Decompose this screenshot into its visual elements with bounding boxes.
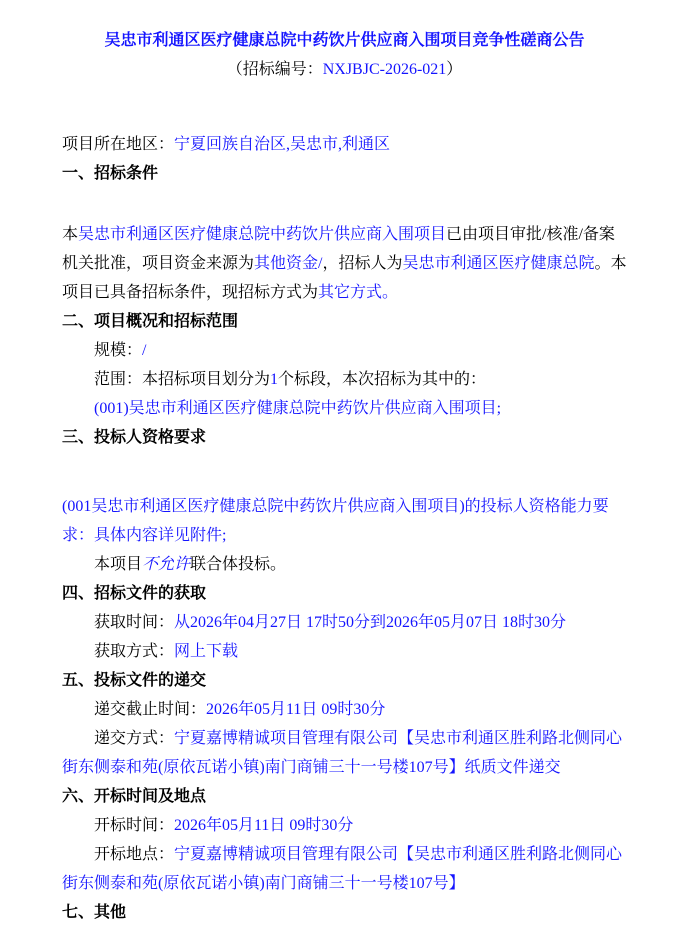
obtain-time-line xyxy=(62,608,627,637)
obtain-method-value: 网上下载 xyxy=(174,643,239,660)
scale-line xyxy=(62,336,627,365)
obtain-time-label: 获取时间： xyxy=(94,614,175,631)
obtain-method-label: 获取方式： xyxy=(94,643,175,660)
conditions-seg-5: ，招标人为 xyxy=(322,255,403,272)
conditions-tender-method: 其它方式。 xyxy=(318,284,399,301)
conditions-tenderer-name: 吴忠市利通区医疗健康总院 xyxy=(402,255,595,272)
section-6-heading: 六、开标时间及地点 xyxy=(62,788,207,805)
obtain-time-value: 从2026年04月27日 17时50分到2026年05月07日 18时30分 xyxy=(174,614,567,631)
section-7-heading: 七、其他 xyxy=(62,904,127,921)
opening-place-label: 开标地点： xyxy=(94,846,175,863)
project-location-value: 宁夏回族自治区,吴忠市,利通区 xyxy=(174,136,391,153)
joint-bid-line xyxy=(62,550,627,579)
conditions-seg-3: 已由项目审批/核准/备案机关批准，项目资金来源为 xyxy=(62,226,615,272)
scale-value: / xyxy=(142,342,147,359)
scope-line xyxy=(62,365,627,394)
project-location-label: 项目所在地区： xyxy=(62,136,175,153)
joint-bid-suffix: 联合体投标。 xyxy=(190,556,287,573)
document-title: 吴忠市利通区医疗健康总院中药饮片供应商入围项目竞争性磋商公告 xyxy=(104,32,585,49)
joint-bid-prefix: 本项目 xyxy=(94,556,143,573)
section-3-heading: 三、投标人资格要求 xyxy=(62,429,207,446)
spacer-before-conditions xyxy=(62,188,627,220)
conditions-funding-source: 其他资金/ xyxy=(254,255,323,272)
opening-place-paragraph xyxy=(62,840,627,898)
spacer-before-qualification xyxy=(62,452,627,492)
opening-place-value: 宁夏嘉博精诚项目管理有限公司【吴忠市利通区胜利路北侧同心街东侧泰和苑(原依瓦诺小镇)南门商铺三十一号楼107号】 xyxy=(62,846,623,892)
tender-code-value: NXJBJC-2026-021 xyxy=(322,61,447,78)
lot-line: (001)吴忠市利通区医疗健康总院中药饮片供应商入围项目; xyxy=(94,400,502,417)
opening-time-line xyxy=(62,811,627,840)
conditions-seg-1: 本 xyxy=(62,226,79,243)
scope-prefix: 范围：本招标项目划分为 xyxy=(94,371,271,388)
tender-code-suffix: ） xyxy=(446,61,463,78)
conditions-project-name: 吴忠市利通区医疗健康总院中药饮片供应商入围项目 xyxy=(78,226,447,243)
obtain-method-line xyxy=(62,637,627,666)
submission-deadline-value: 2026年05月11日 09时30分 xyxy=(206,701,386,718)
submission-method-label: 递交方式： xyxy=(94,730,175,747)
section-5-heading: 五、投标文件的递交 xyxy=(62,672,207,689)
opening-time-label: 开标时间： xyxy=(94,817,175,834)
conditions-seg-7: 。本项目已具备招标条件，现招标方式为 xyxy=(62,255,627,301)
tender-conditions-paragraph xyxy=(62,220,627,307)
submission-deadline-label: 递交截止时间： xyxy=(94,701,207,718)
submission-method-paragraph xyxy=(62,724,627,782)
tender-code-line xyxy=(62,55,627,84)
section-1-heading: 一、招标条件 xyxy=(62,165,159,182)
submission-method-value: 宁夏嘉博精诚项目管理有限公司【吴忠市利通区胜利路北侧同心街东侧泰和苑(原依瓦诺小镇)南门商铺三十一号楼107号】纸质文件递交 xyxy=(62,730,623,776)
scope-lot-count: 1 xyxy=(270,371,279,388)
opening-time-value: 2026年05月11日 09时30分 xyxy=(174,817,354,834)
project-location-line xyxy=(62,130,627,159)
spacer-after-header xyxy=(62,84,627,130)
joint-bid-not-allowed: 不允许 xyxy=(142,556,191,573)
section-2-heading: 二、项目概况和招标范围 xyxy=(62,313,239,330)
scale-label: 规模： xyxy=(94,342,143,359)
qualification-paragraph: (001吴忠市利通区医疗健康总院中药饮片供应商入围项目)的投标人资格能力要求：具体内容详见附件; xyxy=(62,498,609,544)
tender-code-prefix: （招标编号： xyxy=(226,61,323,78)
section-4-heading: 四、招标文件的获取 xyxy=(62,585,207,602)
submission-deadline-line xyxy=(62,695,627,724)
scope-suffix: 个标段，本次招标为其中的： xyxy=(278,371,487,388)
